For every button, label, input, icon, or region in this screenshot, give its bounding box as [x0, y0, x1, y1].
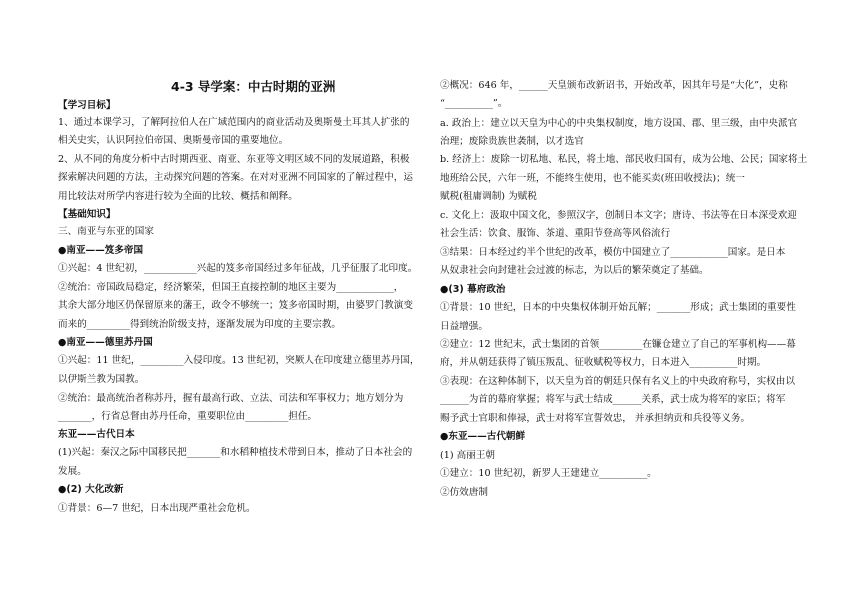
- text-line: ②仿效唐制: [440, 487, 488, 498]
- text-line: 发展。: [58, 466, 87, 477]
- text-line: ______为首的幕府掌握；将军与武士结成______关系，武士成为将军的家臣；将军: [440, 394, 786, 405]
- text-line: 1、通过本课学习，了解阿拉伯人在广域范围内的商业活动及奥斯曼土耳其人扩张的: [58, 117, 410, 128]
- subheading-korea: ●东亚——古代朝鲜: [440, 431, 526, 442]
- text-line: ①背景：6—7 世纪，日本出现严重社会危机。: [58, 503, 256, 514]
- subheading-gupta: ●南亚——笈多帝国: [58, 245, 144, 256]
- text-line: c. 文化上：汲取中国文化，参照汉字，创制日本文字；唐诗、书法等在日本深受欢迎: [440, 210, 797, 221]
- text-line: ①建立：10 世纪初，新罗人王建建立__________。: [440, 468, 657, 479]
- text-line: a. 政治上：建立以天皇为中心的中央集权制度，地方设国、郡、里三级，由中央派官: [440, 118, 798, 129]
- subheading-delhi: ●南亚——德里苏丹国: [58, 337, 153, 348]
- section-heading-goals: 【学习目标】: [58, 100, 116, 111]
- text-line: 三、南亚与东亚的国家: [58, 226, 154, 237]
- text-line: 赐予武士官职和俸禄，武士对将军宣誓效忠， 并承担纳贡和兵役等义务。: [440, 413, 751, 424]
- text-line: 地班给公民，六年一班，不能终生使用，也不能买卖(班田收授法)；统一: [440, 173, 745, 184]
- text-line: 治理；废除贵族世袭制，以才选官: [440, 136, 584, 147]
- text-line: ①兴起：11 世纪，_________入侵印度。13 世纪初，突厥人在印度建立德里苏丹国，: [58, 355, 420, 366]
- text-line: ③表现：在这种体制下，以天皇为首的朝廷只保有名义上的中央政府称号，实权由以: [440, 376, 795, 387]
- text-line: 社会生活：饮食、服饰、茶道、重阳节登高等风俗流行: [440, 228, 671, 239]
- text-line: ②概况：646 年，______天皇颁布改新诏书，开始改革，因其年号是“大化”，史称: [440, 80, 788, 91]
- text-line: ②建立：12 世纪末，武士集团的首领_________在镰仓建立了自己的军事机构——幕: [440, 339, 796, 350]
- text-line: 其余大部分地区仍保留原来的藩王，政令不够统一；笈多帝国时期，由婆罗门教演变: [58, 300, 413, 311]
- text-line: ①兴起：4 世纪初，___________兴起的笈多帝国经过多年征战，几乎征服了北印度。: [58, 263, 418, 274]
- text-line: b. 经济上：废除一切私地、私民，将土地、部民收归国有，成为公地、公民；国家将土: [440, 154, 808, 165]
- text-line: ②统治：帝国政局稳定，经济繁荣，但国王直接控制的地区主要为____________，: [58, 282, 404, 293]
- text-line: 探索解决问题的方法，主动探究问题的答案。在对对亚洲不同国家的了解过程中，运: [58, 172, 413, 183]
- text-line: 而来的_________得到统治阶级支持，逐渐发展为印度的主要宗教。: [58, 319, 342, 330]
- text-line: 府，并从朝廷获得了镇压叛乱、征收赋税等权力，日本进入__________时期。: [440, 357, 767, 368]
- text-line: (1)兴起：秦汉之际中国移民把_______和水稻种植技术带到日本，推动了日本社会的: [58, 447, 413, 458]
- subheading-shogunate: ●(3) 幕府政治: [440, 284, 506, 295]
- subheading-japan: 东亚——古代日本: [58, 429, 135, 440]
- text-line: ①背景：10 世纪，日本的中央集权体制开始瓦解；_______形成；武士集团的重要性: [440, 302, 796, 313]
- text-line: 赋税(租庸调制) 为赋税: [440, 191, 537, 202]
- text-line: _______，行省总督由苏丹任命，重要职位由_________担任。: [58, 411, 318, 422]
- text-line: 以伊斯兰教为国教。: [58, 374, 145, 385]
- text-line: ③结果：日本经过约半个世纪的改革，模仿中国建立了____________国家。是日本: [440, 247, 786, 258]
- text-line: 相关史实，认识阿拉伯帝国、奥斯曼帝国的重要地位。: [58, 135, 289, 146]
- text-line: 从奴隶社会向封建社会过渡的标志，为以后的繁荣奠定了基础。: [440, 265, 709, 276]
- text-line: 日益增强。: [440, 321, 488, 332]
- text-line: (1) 高丽王朝: [440, 450, 496, 461]
- text-line: 2、从不同的角度分析中古时期西亚、南亚、东亚等文明区域不同的发展道路，积极: [58, 154, 410, 165]
- section-heading-basics: 【基础知识】: [58, 209, 116, 220]
- text-line: “__________”。: [440, 98, 508, 109]
- text-line: 用比较法对所学内容进行较为全面的比较、概括和阐释。: [58, 191, 298, 202]
- subheading-taika: ●(2) 大化改新: [58, 484, 124, 495]
- text-line: ②统治：最高统治者称苏丹，握有最高行政、立法、司法和军事权力；地方划分为: [58, 393, 404, 404]
- page-title: 4-3 导学案：中古时期的亚洲: [171, 79, 336, 94]
